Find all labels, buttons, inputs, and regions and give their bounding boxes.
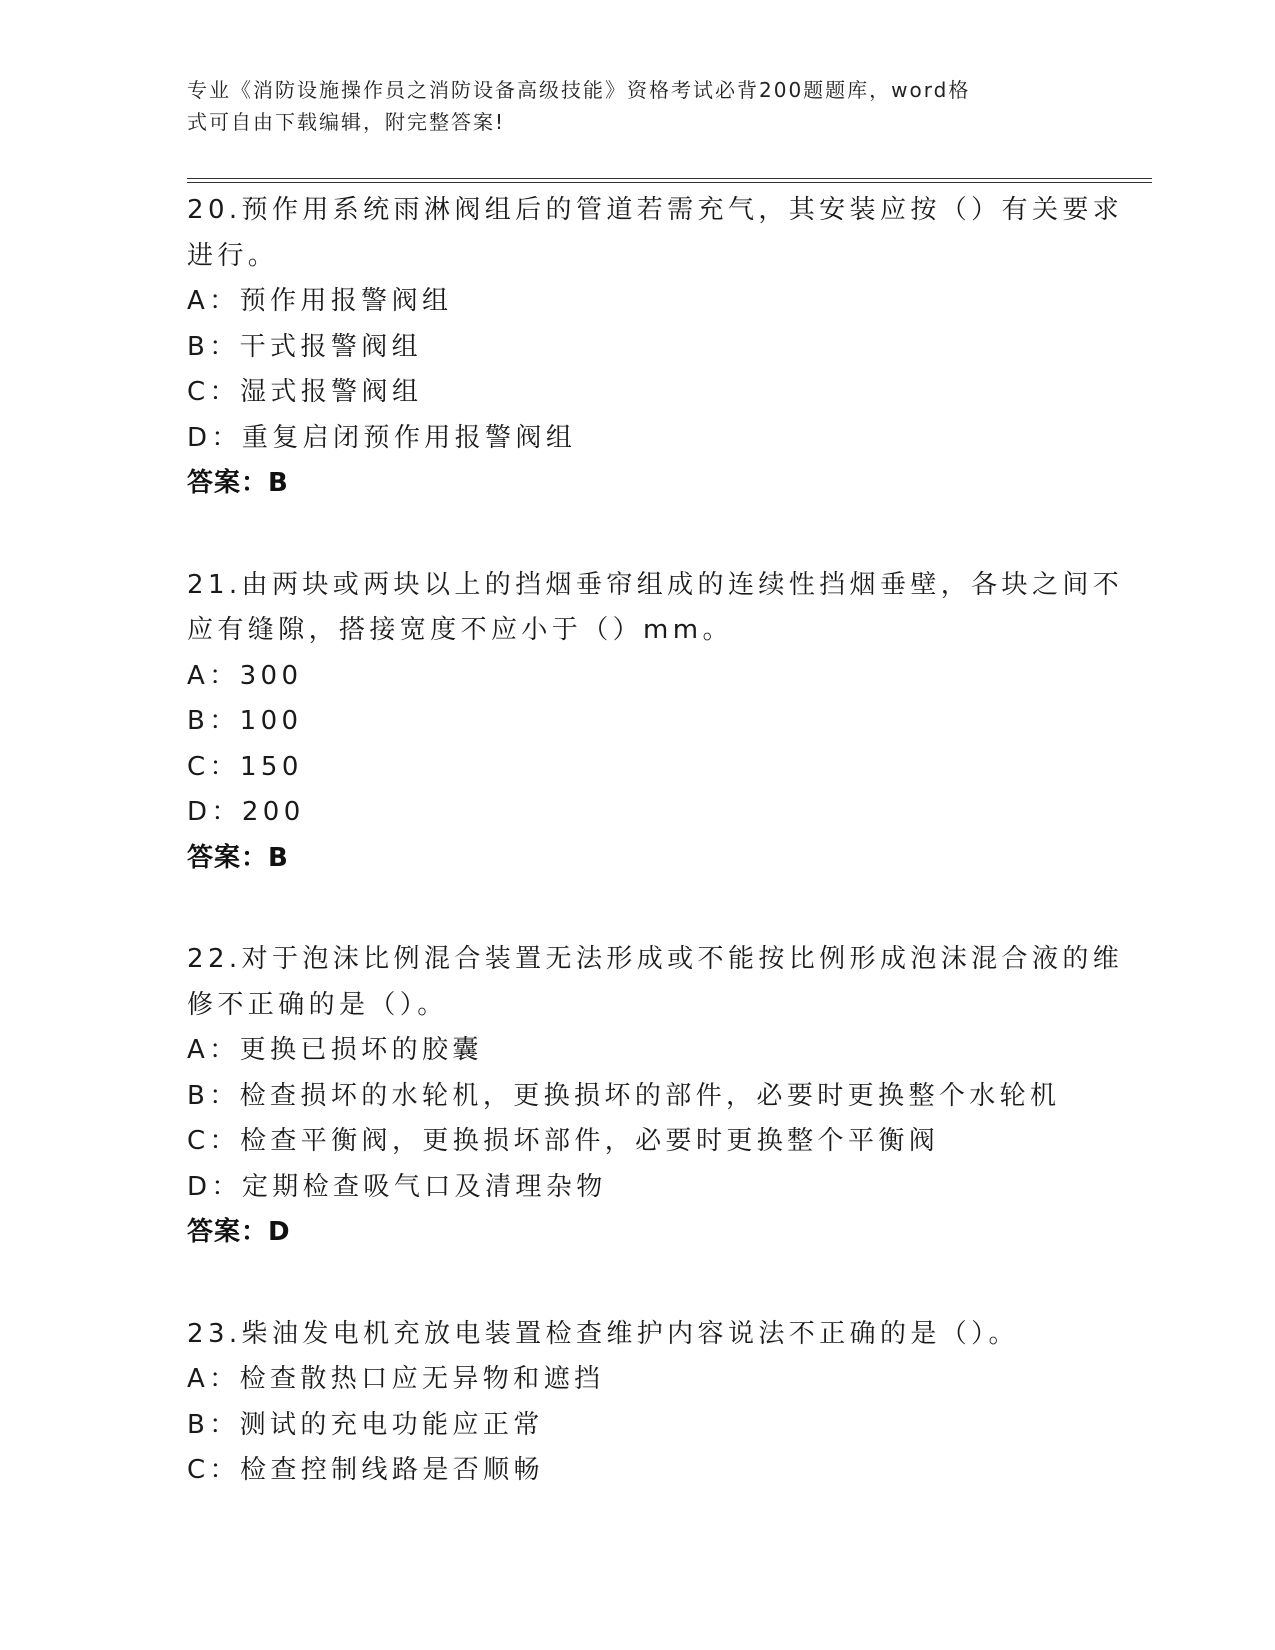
question-stem-line: 23.柴油发电机充放电装置检查维护内容说法不正确的是（）。 — [187, 1318, 1019, 1349]
option-b: B：检查损坏的水轮机，更换损坏的部件，必要时更换整个水轮机 — [187, 1080, 1061, 1111]
question-list — [187, 188, 1124, 1550]
question-23 — [187, 1312, 1087, 1494]
document-header — [187, 74, 1067, 138]
question-stem-line: 20.预作用系统雨淋阀组后的管道若需充气，其安装应按（）有关要求 — [187, 195, 1124, 225]
option-b: B：测试的充电功能应正常 — [187, 1409, 544, 1440]
answer-label: 答案：B — [187, 842, 289, 873]
question-stem-line: 应有缝隙，搭接宽度不应小于（）mm。 — [187, 615, 733, 645]
option-c: C：检查控制线路是否顺畅 — [187, 1455, 544, 1485]
option-d: D：200 — [187, 797, 305, 827]
question-stem-line: 修不正确的是（）。 — [187, 989, 448, 1020]
question-20 — [187, 188, 1124, 507]
option-a: A：预作用报警阀组 — [187, 286, 453, 316]
option-c: C：检查平衡阀，更换损坏部件，必要时更换整个平衡阀 — [187, 1126, 940, 1156]
option-a: A：300 — [187, 660, 303, 691]
header-divider-bottom — [187, 182, 1152, 183]
option-d: D：定期检查吸气口及清理杂物 — [187, 1171, 607, 1202]
option-c: C：湿式报警阀组 — [187, 377, 423, 407]
question-stem-line: 22.对于泡沫比例混合装置无法形成或不能按比例形成泡沫混合液的维 — [187, 944, 1124, 974]
header-line-2: 式可自由下载编辑，附完整答案! — [187, 110, 506, 134]
option-b: B：干式报警阀组 — [187, 331, 423, 362]
header-divider-top — [187, 178, 1152, 179]
question-stem-line: 21.由两块或两块以上的挡烟垂帘组成的连续性挡烟垂壁，各块之间不 — [187, 569, 1124, 600]
answer-label: 答案：D — [187, 1217, 291, 1247]
option-a: A：检查散热口应无异物和遮挡 — [187, 1364, 605, 1394]
option-b: B：100 — [187, 706, 303, 736]
header-line-1: 专业《消防设施操作员之消防设备高级技能》资格考试必背200题题库，word格 — [187, 78, 971, 102]
question-22 — [187, 937, 1124, 1256]
question-21 — [187, 563, 1124, 882]
option-a: A：更换已损坏的胶囊 — [187, 1035, 483, 1065]
question-stem-line: 进行。 — [187, 240, 279, 271]
answer-label: 答案：B — [187, 468, 289, 498]
option-c: C：150 — [187, 751, 303, 782]
option-d: D：重复启闭预作用报警阀组 — [187, 422, 577, 453]
